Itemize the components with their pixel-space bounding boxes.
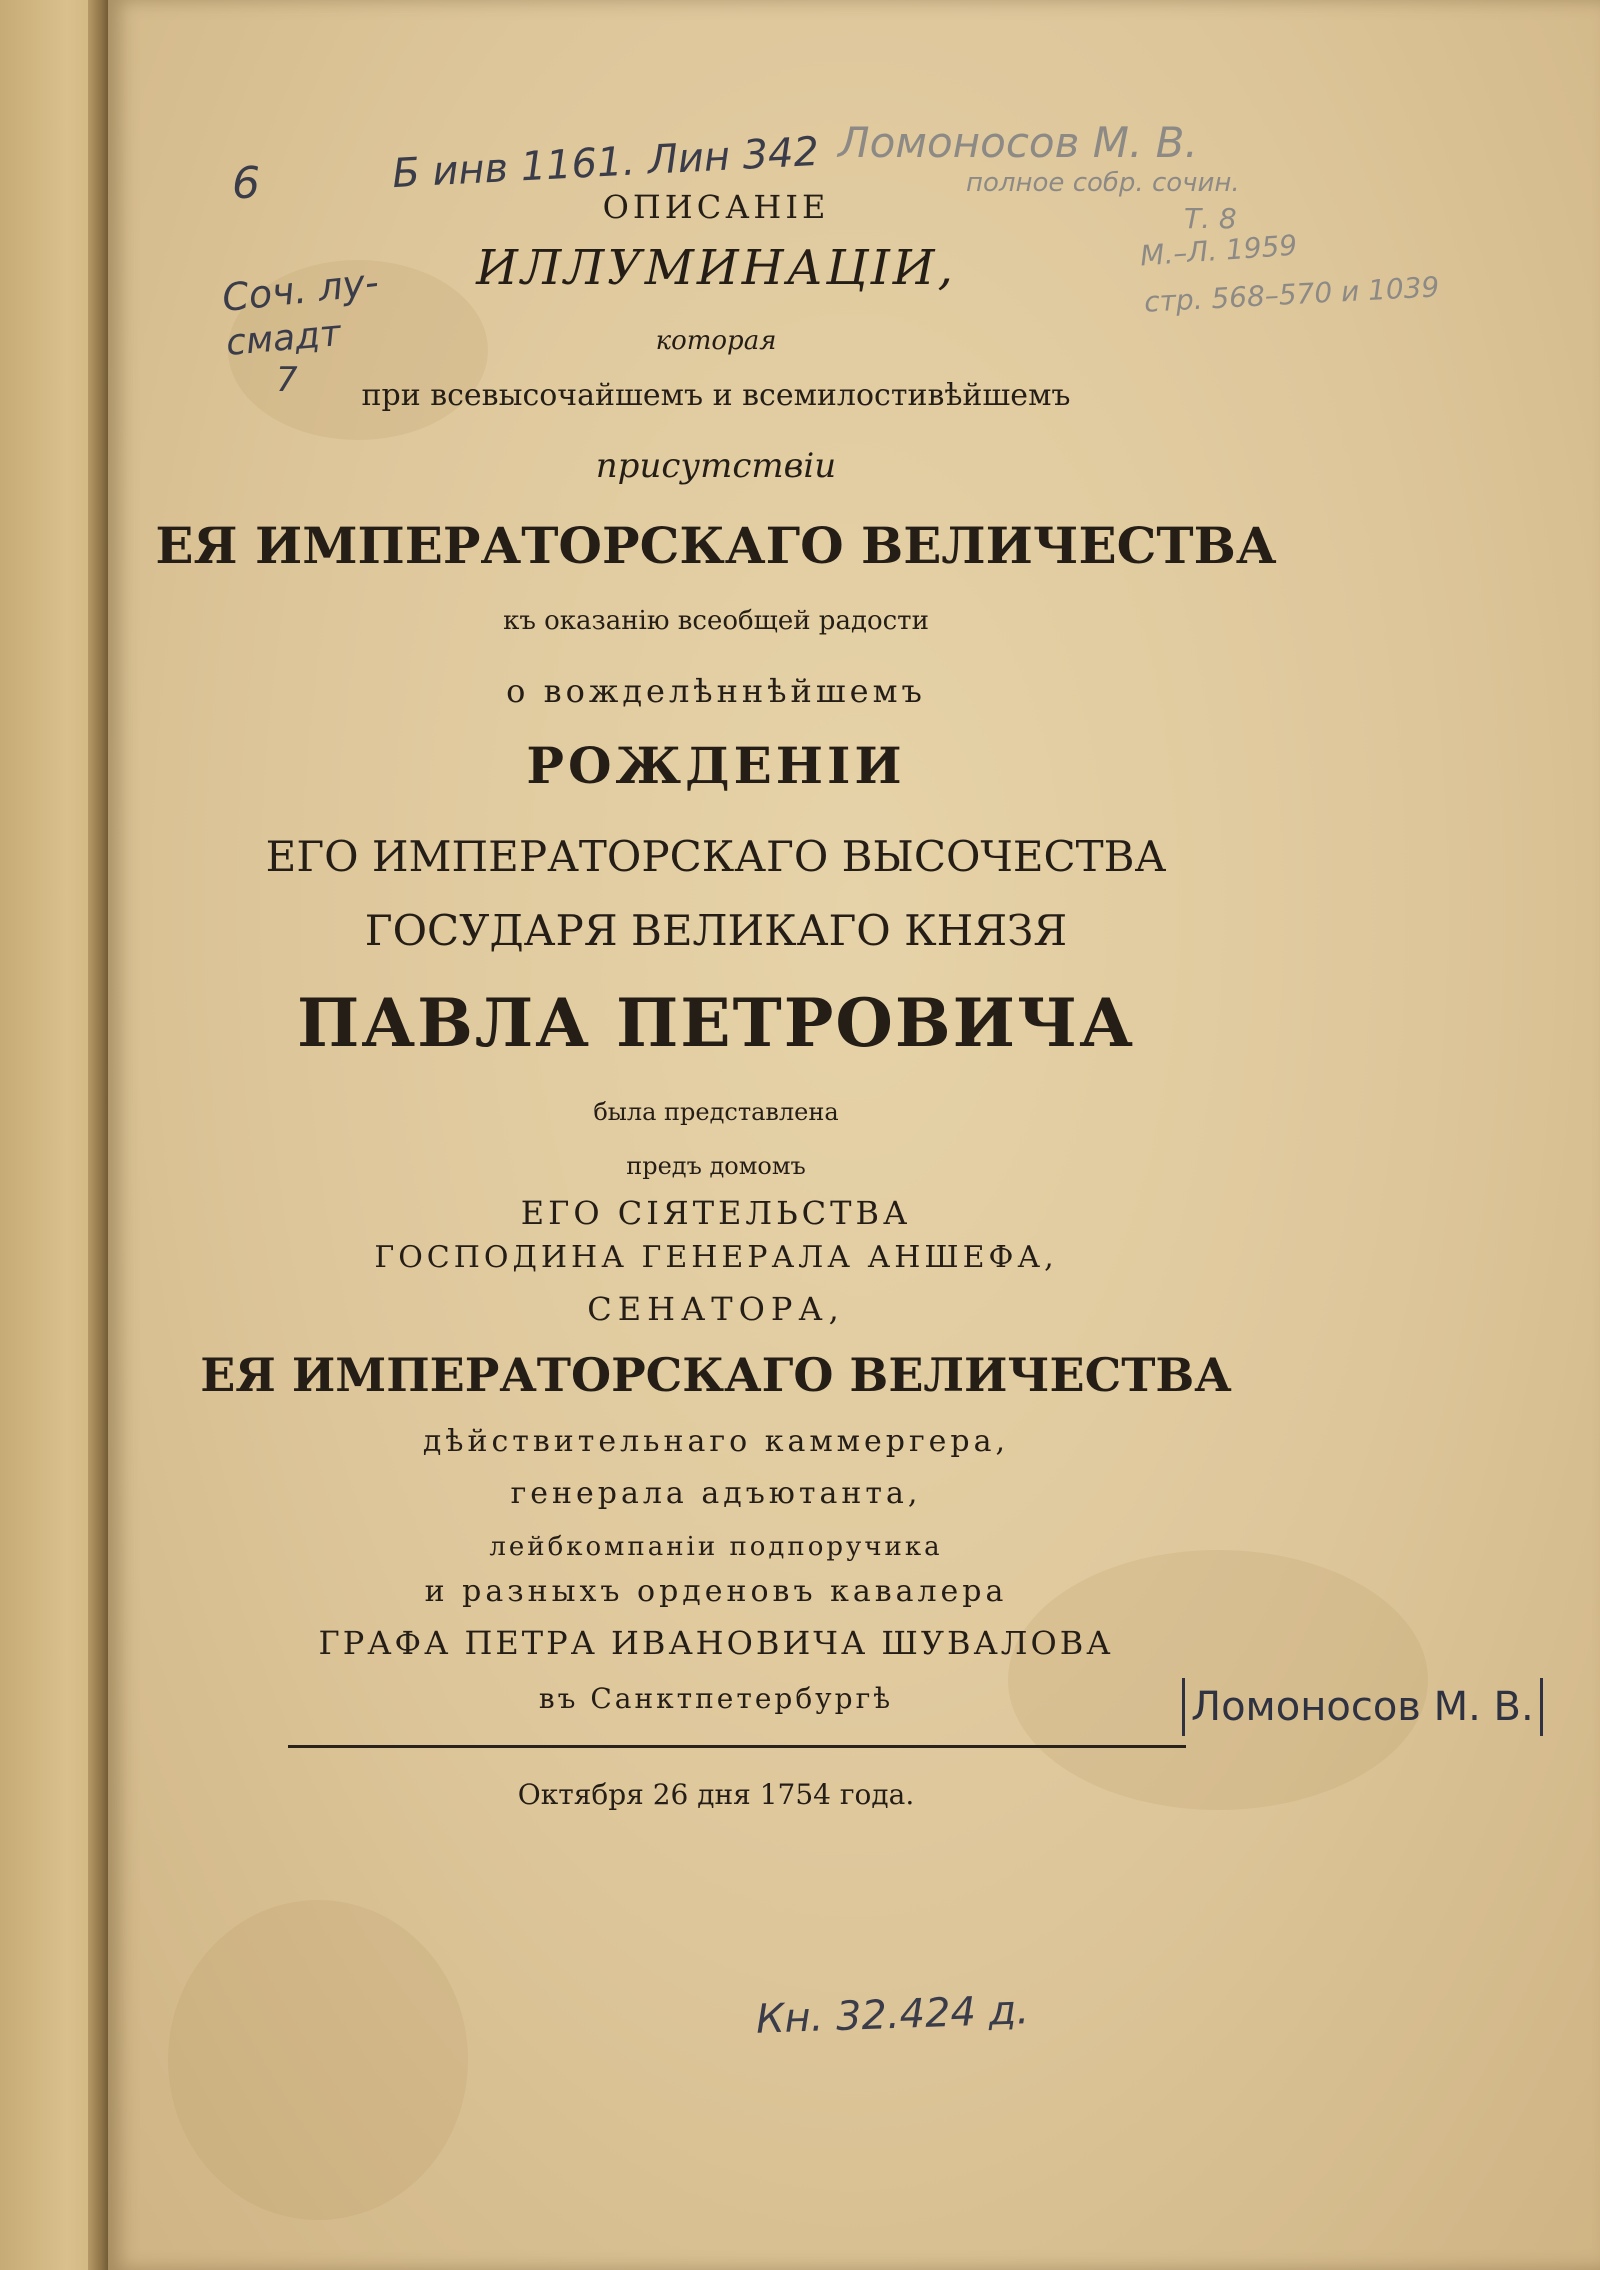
- imprint-date: Октября 26 дня 1754 года.: [517, 1778, 915, 1811]
- shelfmark-top: Б инв 1161. Лин 342: [391, 128, 821, 198]
- title-line-21: лейбкомпаніи подпоручика: [489, 1532, 943, 1562]
- imprint-rule: [288, 1745, 1186, 1748]
- author-bracket-label: Ломоносов М. В.: [1182, 1678, 1543, 1736]
- title-line-23: ГРАФА ПЕТРА ИВАНОВИЧА ШУВАЛОВА: [318, 1624, 1114, 1662]
- title-line-5: присутствіи: [595, 446, 837, 486]
- author-note-line-5: стр. 568–570 и 1039: [1143, 270, 1441, 319]
- leaf-number: 6: [232, 158, 260, 209]
- title-line-15: ЕГО СІЯТЕЛЬСТВА: [520, 1194, 912, 1232]
- title-line-4: при всевысочайшемъ и всемилостивѣйшемъ: [361, 378, 1071, 413]
- title-line-18: ЕЯ ИМПЕРАТОРСКАГО ВЕЛИЧЕСТВА: [200, 1348, 1232, 1402]
- title-line-1: ОПИСАНІЕ: [602, 188, 830, 226]
- title-line-13: была представлена: [593, 1098, 839, 1126]
- title-line-8: о вожделѣннѣйшемъ: [506, 672, 926, 710]
- title-page-text: [108, 0, 1324, 2270]
- title-line-17: СЕНАТОРА,: [587, 1290, 845, 1328]
- title-line-11: ГОСУДАРЯ ВЕЛИКАГО КНЯЗЯ: [364, 906, 1068, 955]
- margin-note-line-3: 7: [276, 360, 298, 400]
- author-note-line-3: Т. 8: [1184, 202, 1237, 235]
- title-line-14: предъ домомъ: [626, 1152, 806, 1180]
- call-number: Кн. 32.424 д.: [755, 1987, 1030, 2043]
- title-line-6: ЕЯ ИМПЕРАТОРСКАГО ВЕЛИЧЕСТВА: [155, 516, 1277, 575]
- binding-edge: [88, 0, 110, 2270]
- title-line-10: ЕГО ИМПЕРАТОРСКАГО ВЫСОЧЕСТВА: [265, 832, 1167, 881]
- title-line-16: ГОСПОДИНА ГЕНЕРАЛА АНШЕФА,: [374, 1240, 1058, 1275]
- author-note-line-4: М.–Л. 1959: [1139, 228, 1299, 273]
- margin-note-line-1: Соч. лу-: [220, 259, 381, 321]
- title-line-7: къ оказанію всеобщей радости: [503, 606, 929, 636]
- title-line-20: генерала адъютанта,: [510, 1476, 922, 1511]
- title-line-12: ПАВЛА ПЕТРОВИЧА: [297, 984, 1135, 1062]
- author-note-line-1: Ломоносов М. В.: [838, 118, 1198, 167]
- title-line-3: которая: [655, 326, 777, 356]
- author-note-line-2: полное собр. сочин.: [966, 168, 1240, 198]
- title-line-24: въ Санктпетербургѣ: [538, 1682, 894, 1715]
- title-line-9: РОЖДЕНІИ: [526, 736, 906, 795]
- margin-note-line-2: смадт: [224, 313, 343, 364]
- title-line-22: и разныхъ орденовъ кавалера: [424, 1574, 1008, 1609]
- title-line-19: дѣйствительнаго каммергера,: [422, 1424, 1010, 1459]
- title-line-2: ИЛЛУМИНАЦІИ,: [476, 240, 956, 296]
